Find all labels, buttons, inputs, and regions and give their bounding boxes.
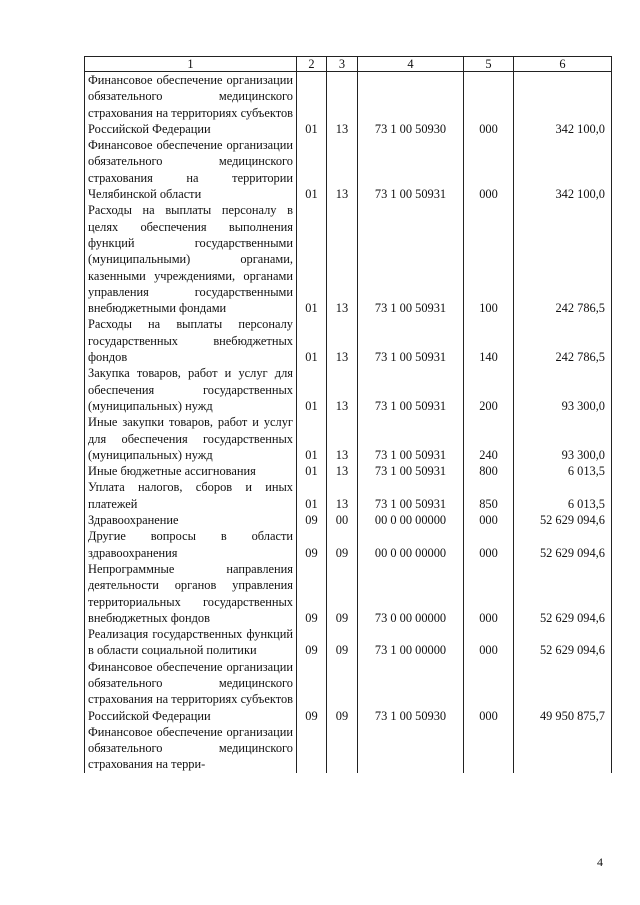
section-code: 09 — [297, 626, 327, 659]
section-code: 01 — [297, 479, 327, 512]
amount: 6 013,5 — [514, 479, 612, 512]
subsection-code: 13 — [327, 414, 358, 463]
section-code: 01 — [297, 137, 327, 202]
column-number-row — [85, 57, 612, 72]
amount: 93 300,0 — [514, 414, 612, 463]
subsection-code: 13 — [327, 316, 358, 365]
column-number-4: 4 — [358, 57, 464, 72]
page-number: 4 — [597, 855, 603, 869]
table-row — [85, 72, 612, 138]
target-article-code: 00 0 00 00000 — [358, 528, 464, 561]
table-row — [85, 137, 612, 202]
target-article-code: 73 1 00 50931 — [358, 479, 464, 512]
target-article-code: 73 1 00 00000 — [358, 626, 464, 659]
section-code: 01 — [297, 414, 327, 463]
section-code: 01 — [297, 202, 327, 316]
expense-type-code: 140 — [464, 316, 514, 365]
section-code: 01 — [297, 365, 327, 414]
subsection-code: 00 — [327, 512, 358, 528]
subsection-code: 09 — [327, 659, 358, 724]
row-name: Закупка товаров, работ и услуг для обеспечения государственных (муниципальных) нужд — [85, 365, 297, 414]
amount — [514, 724, 612, 773]
budget-table — [84, 56, 612, 773]
subsection-code: 09 — [327, 561, 358, 626]
column-number-6: 6 — [514, 57, 612, 72]
amount: 242 786,5 — [514, 316, 612, 365]
amount: 242 786,5 — [514, 202, 612, 316]
table-row — [85, 561, 612, 626]
row-name: Непрограммные направления деятельности органов управления территориальных государственных внебюджетных фондов — [85, 561, 297, 626]
table-row — [85, 724, 612, 773]
table-row — [85, 202, 612, 316]
target-article-code: 73 1 00 50931 — [358, 365, 464, 414]
column-number-2: 2 — [297, 57, 327, 72]
section-code: 01 — [297, 72, 327, 138]
expense-type-code: 000 — [464, 528, 514, 561]
subsection-code — [327, 724, 358, 773]
table-row — [85, 528, 612, 561]
target-article-code: 73 1 00 50931 — [358, 414, 464, 463]
table-row — [85, 626, 612, 659]
row-name: Реализация государственных функций в области социальной политики — [85, 626, 297, 659]
section-code: 09 — [297, 561, 327, 626]
subsection-code: 09 — [327, 626, 358, 659]
row-name: Здравоохранение — [85, 512, 297, 528]
row-name: Иные закупки товаров, работ и услуг для обеспечения государственных (муниципальных) нужд — [85, 414, 297, 463]
target-article-code: 73 1 00 50931 — [358, 463, 464, 479]
table-row — [85, 365, 612, 414]
target-article-code: 73 1 00 50931 — [358, 202, 464, 316]
row-name: Уплата налогов, сборов и иных платежей — [85, 479, 297, 512]
table-body — [85, 72, 612, 773]
expense-type-code: 000 — [464, 72, 514, 138]
row-name: Финансовое обеспечение организации обязательного медицинского страхования на территории Челябинской области — [85, 137, 297, 202]
table-row — [85, 414, 612, 463]
expense-type-code: 800 — [464, 463, 514, 479]
subsection-code: 13 — [327, 137, 358, 202]
table-row — [85, 659, 612, 724]
section-code: 09 — [297, 512, 327, 528]
row-name: Финансовое обеспечение организации обязательного медицинского страхования на территориях субъектов Российской Федерации — [85, 659, 297, 724]
column-number-1: 1 — [85, 57, 297, 72]
expense-type-code — [464, 724, 514, 773]
expense-type-code: 000 — [464, 137, 514, 202]
expense-type-code: 000 — [464, 512, 514, 528]
subsection-code: 13 — [327, 463, 358, 479]
amount: 49 950 875,7 — [514, 659, 612, 724]
row-name: Расходы на выплаты персоналу государственных внебюджетных фондов — [85, 316, 297, 365]
row-name: Расходы на выплаты персоналу в целях обеспечения выполнения функций государственными (муниципальными) органами, казенными учреждениями, органами управления государственными внебюджетными фондами — [85, 202, 297, 316]
subsection-code: 13 — [327, 479, 358, 512]
row-name: Иные бюджетные ассигнования — [85, 463, 297, 479]
expense-type-code: 000 — [464, 626, 514, 659]
row-name: Другие вопросы в области здравоохранения — [85, 528, 297, 561]
target-article-code — [358, 724, 464, 773]
amount: 6 013,5 — [514, 463, 612, 479]
amount: 52 629 094,6 — [514, 626, 612, 659]
amount: 342 100,0 — [514, 137, 612, 202]
target-article-code: 73 0 00 00000 — [358, 561, 464, 626]
amount: 52 629 094,6 — [514, 528, 612, 561]
expense-type-code: 200 — [464, 365, 514, 414]
target-article-code: 00 0 00 00000 — [358, 512, 464, 528]
target-article-code: 73 1 00 50930 — [358, 72, 464, 138]
section-code: 01 — [297, 463, 327, 479]
table-row — [85, 512, 612, 528]
subsection-code: 13 — [327, 365, 358, 414]
column-number-3: 3 — [327, 57, 358, 72]
section-code — [297, 724, 327, 773]
table-row — [85, 316, 612, 365]
amount: 342 100,0 — [514, 72, 612, 138]
subsection-code: 09 — [327, 528, 358, 561]
subsection-code: 13 — [327, 72, 358, 138]
expense-type-code: 000 — [464, 561, 514, 626]
expense-type-code: 000 — [464, 659, 514, 724]
table-row — [85, 479, 612, 512]
target-article-code: 73 1 00 50931 — [358, 137, 464, 202]
expense-type-code: 850 — [464, 479, 514, 512]
section-code: 09 — [297, 659, 327, 724]
section-code: 01 — [297, 316, 327, 365]
target-article-code: 73 1 00 50931 — [358, 316, 464, 365]
target-article-code: 73 1 00 50930 — [358, 659, 464, 724]
table-row — [85, 463, 612, 479]
amount: 52 629 094,6 — [514, 561, 612, 626]
amount: 52 629 094,6 — [514, 512, 612, 528]
expense-type-code: 240 — [464, 414, 514, 463]
subsection-code: 13 — [327, 202, 358, 316]
amount: 93 300,0 — [514, 365, 612, 414]
row-name: Финансовое обеспечение организации обязательного медицинского страхования на терри- — [85, 724, 297, 773]
column-number-5: 5 — [464, 57, 514, 72]
expense-type-code: 100 — [464, 202, 514, 316]
section-code: 09 — [297, 528, 327, 561]
row-name: Финансовое обеспечение организации обязательного медицинского страхования на территориях субъектов Российской Федерации — [85, 72, 297, 138]
